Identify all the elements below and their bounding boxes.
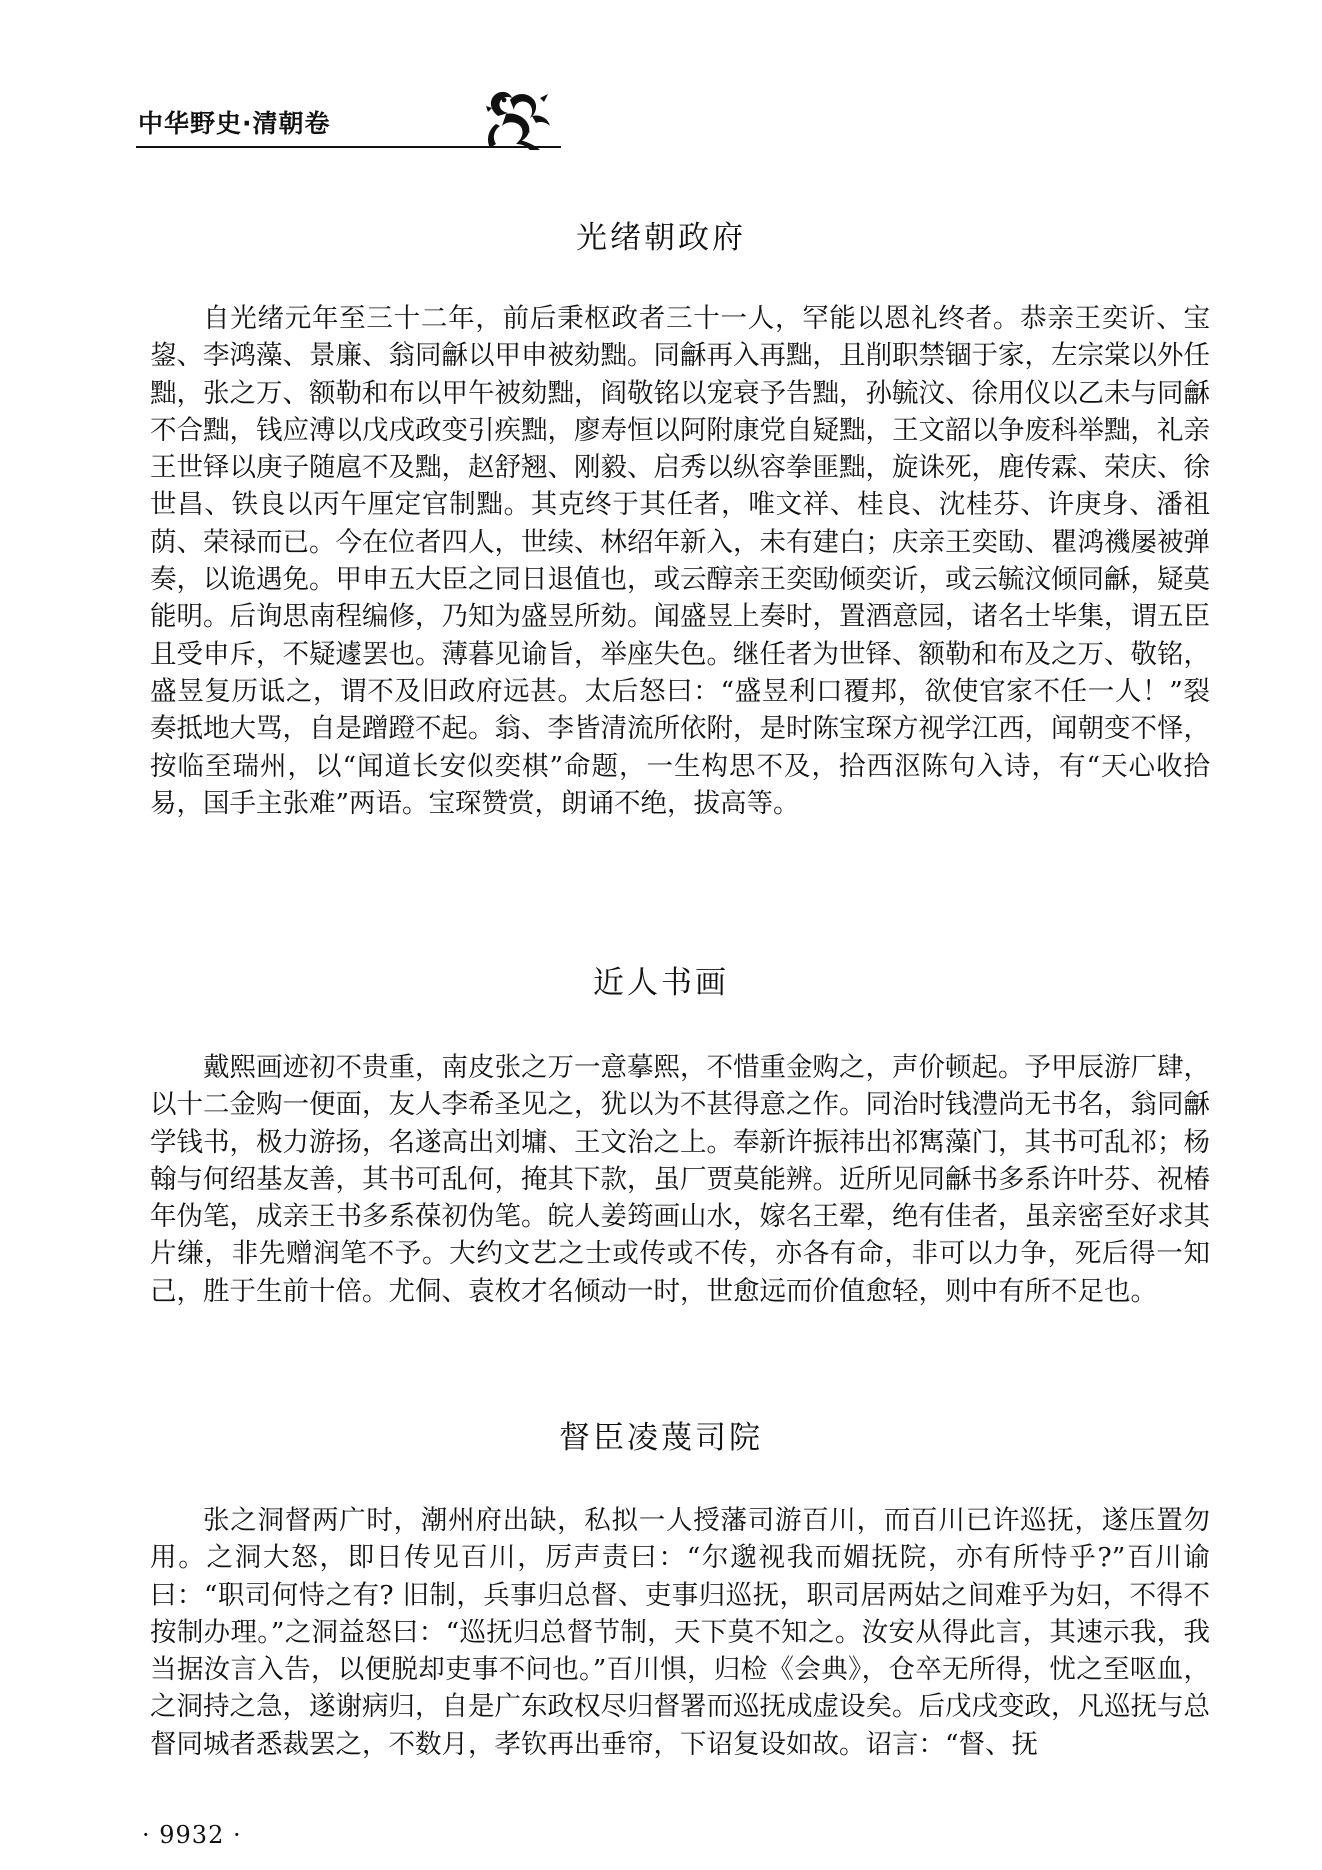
section-title-modern-calligraphy-painting: 近人书画 (593, 965, 729, 1001)
section-title-guangxu-government: 光绪朝政府 (576, 220, 746, 256)
section-body-modern-calligraphy-painting: 戴熙画迹初不贵重，南皮张之万一意摹熙，不惜重金购之，声价顿起。予甲辰游厂肆，以十二金购一便面，友人李希圣见之，犹以为不甚得意之作。同治时钱澧尚无书名，翁同龢学钱书，极力游扬，名遂高出刘墉、王文治之上。奉新许振祎出祁寯藻门，其书可乱祁；杨翰与何绍基友善，其书可乱何，掩其下款，虽厂贾莫能辨。近所见同龢书多系许叶芬、祝椿年伪笔，成亲王书多系葆初伪笔。皖人姜筠画山水，嫁名王翚，绝有佳者，虽亲密至好求其片缣，非先赠润笔不予。大约文艺之士或传或不传，亦各有命，非可以力争，死后得一知己，胜于生前十倍。尤侗、袁枚才名倾动一时，世愈远而价值愈轻，则中有所不足也。 (150, 1052, 1210, 1307)
section-body-governor-slights-officials: 张之洞督两广时，潮州府出缺，私拟一人授藩司游百川，而百川已许巡抚，遂压置勿用。之洞大怒，即日传见百川，厉声责曰：“尔邈视我而媚抚院，亦有所恃乎?”百川谕曰：“职司何恃之有? 旧制，兵事归总督、吏事归巡抚，职司居两姑之间难乎为妇，不得不按制办理。”之洞益怒曰：“巡抚归总督节制，天下莫不知之。汝安从得此言，其速示我，我当据汝言入告，以便脱却吏事不问也。”百川惧，归检《会典》，仓卒无所得，忧之至呕血，之洞持之急，遂谢病归，自是广东政权尽归督署而巡抚成虚设矣。后戊戌变政，凡巡抚与总督同城者悉裁罢之，不数月，孝钦再出垂帘，下诏复设如故。诏言：“督、抚 (150, 1505, 1210, 1760)
dragon-ornament-icon (480, 86, 556, 152)
section-title-governor-slights-officials: 督臣凌蔑司院 (559, 1420, 763, 1456)
section-body-guangxu-government: 自光绪元年至三十二年，前后秉枢政者三十一人，罕能以恩礼终者。恭亲王奕䜣、宝鋆、李鸿藻、景廉、翁同龢以甲申被劾黜。同龢再入再黜，且削职禁锢于家，左宗棠以外任黜，张之万、额勒和布以甲午被劾黜，阎敬铭以宠衰予告黜，孙毓汶、徐用仪以乙未与同龢不合黜，钱应溥以戊戌政变引疾黜，廖寿恒以阿附康党自疑黜，王文韶以争废科举黜，礼亲王世铎以庚子随扈不及黜，赵舒翘、刚毅、启秀以纵容拳匪黜，旋诛死，鹿传霖、荣庆、徐世昌、铁良以丙午厘定官制黜。其克终于其任者，唯文祥、桂良、沈桂芬、许庚身、潘祖荫、荣禄而已。今在位者四人，世续、林绍年新入，未有建白；庆亲王奕劻、瞿鸿禨屡被弹奏，以诡遇免。甲申五大臣之同日退值也，或云醇亲王奕劻倾奕䜣，或云毓汶倾同龢，疑莫能明。后询思南程编修，乃知为盛昱所劾。闻盛昱上奏时，置酒意园，诸名士毕集，谓五臣且受申斥，不疑遽罢也。薄暮见谕旨，举座失色。继任者为世铎、额勒和布及之万、敬铭，盛昱复历诋之，谓不及旧政府远甚。太后怒曰：“盛昱利口覆邦，欲使官家不任一人！”裂奏抵地大骂，自是蹭蹬不起。翁、李皆清流所依附，是时陈宝琛方视学江西，闻朝变不怿，按临至瑞州，以“闻道长安似奕棋”命题，一生构思不及，拾西沤陈句入诗，有“天心收拾易，国手主张难”两语。宝琛赞赏，朗诵不绝，拔高等。 (150, 303, 1210, 819)
running-title: 中华野史·清朝卷 (138, 109, 331, 138)
page-number: · 9932 · (142, 1821, 242, 1849)
